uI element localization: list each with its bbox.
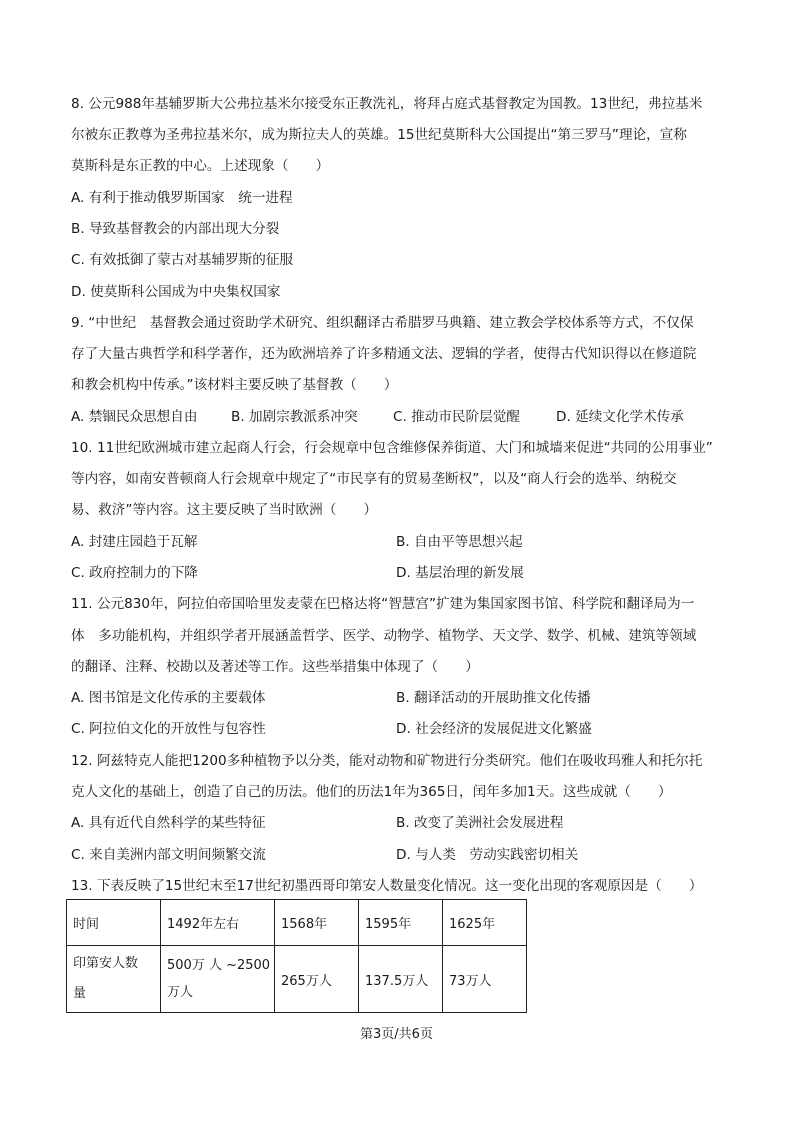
table-row xyxy=(67,946,527,1013)
q11-stem-line-2: 体 多功能机构，并组织学者开展涵盖哲学、医学、动物学、植物学、天文学、数学、机械、建筑等领域 xyxy=(71,628,697,644)
table-cell-line-1: 500万 人 ~2500 xyxy=(167,958,271,973)
q9-stem-line-1: 9. “中世纪 基督教会通过资助学术研究、组织翻译古希腊罗马典籍、建立教会学校体系等方式，不仅保 xyxy=(71,315,694,331)
q12-stem-line-2: 克人文化的基础上，创造了自己的历法。他们的历法1年为365日，闰年多加1天。这些成就（ ） xyxy=(71,784,672,800)
table-row-label xyxy=(67,946,161,1013)
q12-option-a[interactable]: A. 具有近代自然科学的某些特征 xyxy=(71,815,266,831)
population-table xyxy=(66,899,527,1013)
q13-stem: 13. 下表反映了15世纪末至17世纪初墨西哥印第安人数量变化情况。这一变化出现的客观原因是（ ） xyxy=(71,878,703,894)
q10-stem-line-2: 等内容，如南安普顿商人行会规章中规定了“市民享有的贸易垄断权”，以及“商人行会的选举、纳税交 xyxy=(71,471,677,487)
q9-stem-line-2: 存了大量古典哲学和科学著作，还为欧洲培养了许多精通文法、逻辑的学者，使得古代知识得以在修道院 xyxy=(71,346,697,362)
q11-option-b[interactable]: B. 翻译活动的开展助推文化传播 xyxy=(396,690,591,706)
q12-option-b[interactable]: B. 改变了美洲社会发展进程 xyxy=(396,815,564,831)
q10-option-b[interactable]: B. 自由平等思想兴起 xyxy=(396,534,523,550)
q8-stem-line-2: 尔被东正教尊为圣弗拉基米尔，成为斯拉夫人的英雄。15世纪莫斯科大公国提出“第三罗马”理论，宣称 xyxy=(71,127,687,143)
q10-stem-line-3: 易、救济”等内容。这主要反映了当时欧洲（ ） xyxy=(71,502,378,518)
q11-stem-line-3: 的翻译、注释、校勘以及著述等工作。这些举措集中体现了（ ） xyxy=(71,659,479,675)
q10-option-d[interactable]: D. 基层治理的新发展 xyxy=(396,565,524,581)
q11-option-d[interactable]: D. 社会经济的发展促进文化繁盛 xyxy=(396,721,592,737)
q12-option-c[interactable]: C. 来自美洲内部文明间频繁交流 xyxy=(71,847,266,863)
q10-option-a[interactable]: A. 封建庄园趋于瓦解 xyxy=(71,534,198,550)
q8-stem-line-3: 莫斯科是东正教的中心。上述现象（ ） xyxy=(71,158,330,174)
q12-stem-line-1: 12. 阿兹特克人能把1200多种植物予以分类，能对动物和矿物进行分类研究。他们在吸收玛雅人和托尔托 xyxy=(71,753,703,769)
table-header-cell: 1625年 xyxy=(443,900,527,946)
table-header-cell: 1492年左右 xyxy=(161,900,275,946)
page-footer: 第3页/共6页 xyxy=(360,1027,433,1042)
q8-option-a[interactable]: A. 有利于推动俄罗斯国家 统一进程 xyxy=(71,190,293,206)
q9-option-c[interactable]: C. 推动市民阶层觉醒 xyxy=(393,409,520,425)
q10-stem-line-1: 10. 11世纪欧洲城市建立起商人行会，行会规章中包含维修保养街道、大门和城墙来促进“共同的公用事业” xyxy=(71,440,713,456)
table-row-label-line-1: 印第安人数 xyxy=(73,956,139,971)
q11-option-a[interactable]: A. 图书馆是文化传承的主要载体 xyxy=(71,690,266,706)
q9-option-d[interactable]: D. 延续文化学术传承 xyxy=(556,409,684,425)
table-header-row xyxy=(67,900,527,946)
q8-option-b[interactable]: B. 导致基督教会的内部出现大分裂 xyxy=(71,221,280,237)
table-header-cell: 1568年 xyxy=(275,900,359,946)
q9-stem-line-3: 和教会机构中传承。”该材料主要反映了基督教（ ） xyxy=(71,377,398,393)
q8-stem-line-1: 8. 公元988年基辅罗斯大公弗拉基米尔接受东正教洗礼，将拜占庭式基督教定为国教。13世纪，弗拉基米 xyxy=(71,96,703,112)
table-header-cell: 时间 xyxy=(67,900,161,946)
q9-option-a[interactable]: A. 禁锢民众思想自由 xyxy=(71,409,198,425)
table-cell: 265万人 xyxy=(275,946,359,1013)
q11-option-c[interactable]: C. 阿拉伯文化的开放性与包容性 xyxy=(71,721,266,737)
table-cell-line-2: 万人 xyxy=(167,985,194,1000)
table-cell: 137.5万人 xyxy=(359,946,443,1013)
q10-option-c[interactable]: C. 政府控制力的下降 xyxy=(71,565,198,581)
q8-option-c[interactable]: C. 有效抵御了蒙古对基辅罗斯的征服 xyxy=(71,252,294,268)
q8-option-d[interactable]: D. 使莫斯科公国成为中央集权国家 xyxy=(71,284,281,300)
table-header-cell: 1595年 xyxy=(359,900,443,946)
q11-stem-line-1: 11. 公元830年，阿拉伯帝国哈里发麦蒙在巴格达将“智慧宫”扩建为集国家图书馆、科学院和翻译局为一 xyxy=(71,596,695,612)
table-cell xyxy=(161,946,275,1013)
table-row-label-line-2: 量 xyxy=(73,986,87,1001)
q9-option-b[interactable]: B. 加剧宗教派系冲突 xyxy=(231,409,358,425)
q12-option-d[interactable]: D. 与人类 劳动实践密切相关 xyxy=(396,847,579,863)
table-cell: 73万人 xyxy=(443,946,527,1013)
